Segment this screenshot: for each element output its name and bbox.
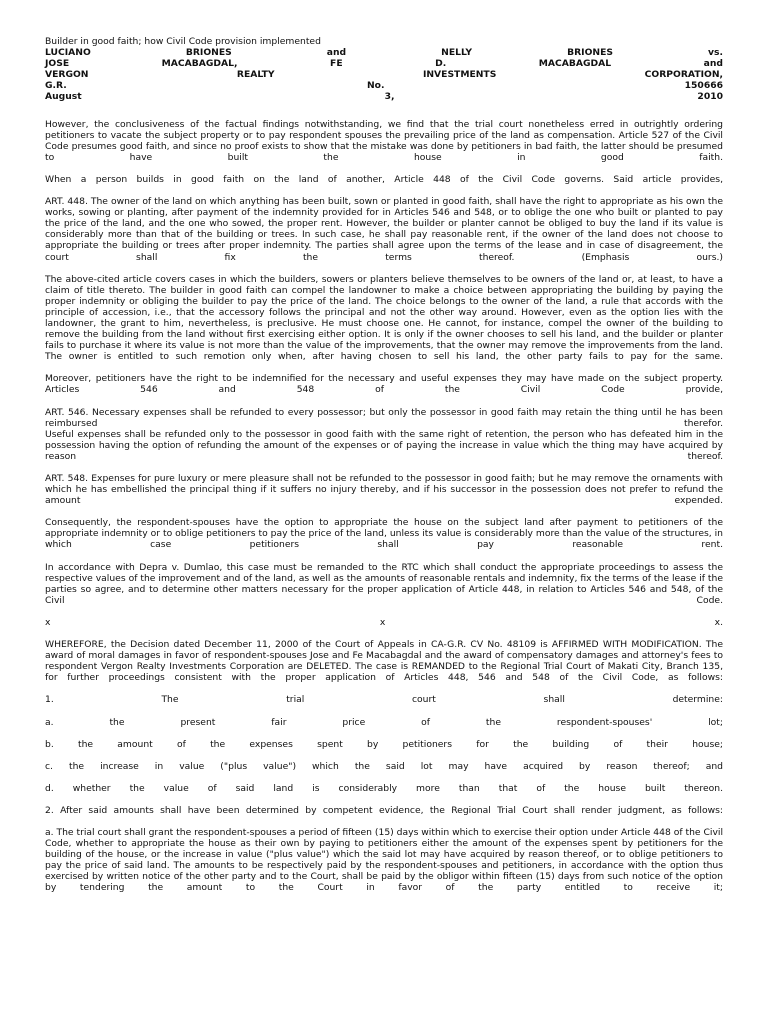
list-item: a. the present fair price of the respondent-spouses' lot; [45,716,723,728]
list-item: d. whether the value of said land is considerably more than that of the house built thereon. [45,782,723,794]
paragraph: ART. 448. The owner of the land on which anything has been built, sown or planted in good faith, shall have the right to appropriate as his own the works, sowing or planting, after payment of the indemnity provided for in Articles 546 and 548, or to oblige the one who built or planted to pay the price of the land, and the one who sowed, the proper rent. However, the builder or planter cannot be obliged to buy the land if its value is considerably more than that of the building or trees. In such case, he shall pay reasonable rent, if the owner of the land does not choose to appropriate the building or trees after proper indemnity. The parties shall agree upon the terms of the lease and in case of disagreement, the court shall fix the terms thereof. (Emphasis ours.) [45,196,723,263]
caption-line: LUCIANO BRIONES and NELLY BRIONES vs. [45,47,723,59]
paragraph: Moreover, petitioners have the right to be indemnified for the necessary and useful expenses they may have made on the subject property. Articles 546 and 548 of the Civil Code provide, [45,373,723,396]
document-title: Builder in good faith; how Civil Code provision implemented [45,36,321,47]
paragraph: ART. 548. Expenses for pure luxury or mere pleasure shall not be refunded to the possessor in good faith; but he may remove the ornaments with which he has embellished the principal thing if it suffers no injury thereby, and if his successor in the possession does not prefer to refund the amount expended. [45,473,723,507]
caption-line: JOSE MACABAGDAL, FE D. MACABAGDAL and [45,58,723,70]
caption-line: G.R. No. 150666 [45,80,723,92]
list-item: 1. The trial court shall determine: [45,694,723,706]
section-divider [45,617,723,628]
divider-mark: x [379,616,386,628]
divider-mark: x. [714,616,724,628]
document-page [45,0,723,905]
paragraph: Useful expenses shall be refunded only to the possessor in good faith with the same right of retention, the person who has defeated him in the possession having the option of refunding the amount of the expenses or of paying the increase in value which the thing may have acquired by reason thereof. [45,428,723,462]
case-caption [45,47,723,102]
caption-line: VERGON REALTY INVESTMENTS CORPORATION, [45,69,723,81]
list-item: c. the increase in value ("plus value") which the said lot may have acquired by reason thereof; and [45,760,723,772]
list-item: b. the amount of the expenses spent by petitioners for the building of their house; [45,738,723,750]
list-item: 2. After said amounts shall have been determined by competent evidence, the Regional Trial Court shall render judgment, as follows: [45,804,723,816]
dispositive-list [45,694,723,816]
paragraph: WHEREFORE, the Decision dated December 11, 2000 of the Court of Appeals in CA-G.R. CV No. 48109 is AFFIRMED WITH MODIFICATION. The award of moral damages in favor of respondent-spouses Jose and Fe Macabagdal and the award of compensatory damages and attorney's fees to respondent Vergon Realty Investments Corporation are DELETED. The case is REMANDED to the Regional Trial Court of Makati City, Branch 135, for further proceedings consistent with the proper application of Articles 448, 546 and 548 of the Civil Code, as follows: [45,639,723,684]
paragraph: In accordance with Depra v. Dumlao, this case must be remanded to the RTC which shall conduct the appropriate proceedings to assess the respective values of the improvement and of the land, as well as the amounts of reasonable rentals and indemnity, fix the terms of the lease if the parties so agree, and to determine other matters necessary for the proper application of Article 448, in relation to Articles 546 and 548, of the Civil Code. [45,561,723,606]
paragraph: a. The trial court shall grant the respondent-spouses a period of fifteen (15) days within which to exercise their option under Article 448 of the Civil Code, whether to appropriate the house as their own by paying to petitioners either the amount of the expenses spent by petitioners for the building of the house, or the increase in value ("plus value") which the said lot may have acquired by reason thereof, or to oblige petitioners to pay the price of said land. The amounts to be respectively paid by the respondent-spouses and petitioners, in accordance with the option thus exercised by written notice of the other party and to the Court, shall be paid by the obligor within fifteen (15) days from such notice of the option by tendering the amount to the Court in favor of the party entitled to receive it; [45,826,724,894]
paragraph: ART. 546. Necessary expenses shall be refunded to every possessor; but only the possessor in good faith may retain the thing until he has been reimbursed therefor. [45,406,723,429]
paragraph: Consequently, the respondent-spouses have the option to appropriate the house on the subject land after payment to petitioners of the appropriate indemnity or to oblige petitioners to pay the price of the land, unless its value is considerably more than the value of the structures, in which case petitioners shall pay reasonable rent. [45,517,723,551]
divider-mark: x [45,616,51,628]
paragraph: When a person builds in good faith on the land of another, Article 448 of the Civil Code governs. Said article provides, [45,173,723,185]
paragraph: However, the conclusiveness of the factual findings notwithstanding, we find that the trial court nonetheless erred in outrightly ordering petitioners to vacate the subject property or to pay respondent spouses the prevailing price of the land as compensation. Article 527 of the Civil Code presumes good faith, and since no proof exists to show that the mistake was done by petitioners in bad faith, the latter should be presumed to have built the house in good faith. [45,118,723,163]
paragraph: The above-cited article covers cases in which the builders, sowers or planters believe themselves to be owners of the land or, at least, to have a claim of title thereto. The builder in good faith can compel the landowner to make a choice between appropriating the building by paying the proper indemnity or obliging the builder to pay the price of the land. The choice belongs to the owner of the land, a rule that accords with the principle of accession, i.e., that the accessory follows the principal and not the other way around. However, even as the option lies with the landowner, the grant to him, nevertheless, is preclusive. He must choose one. He cannot, for instance, compel the owner of the building to remove the building from the land without first exercising either option. It is only if the owner chooses to sell his land, and the builder or planter fails to purchase it where its value is not more than the value of the improvements, that the owner may remove the improvements from the land. The owner is entitled to such remotion only when, after having chosen to sell his land, the other party fails to pay for the same. [45,273,723,363]
caption-line: August 3, 2010 [45,91,723,103]
